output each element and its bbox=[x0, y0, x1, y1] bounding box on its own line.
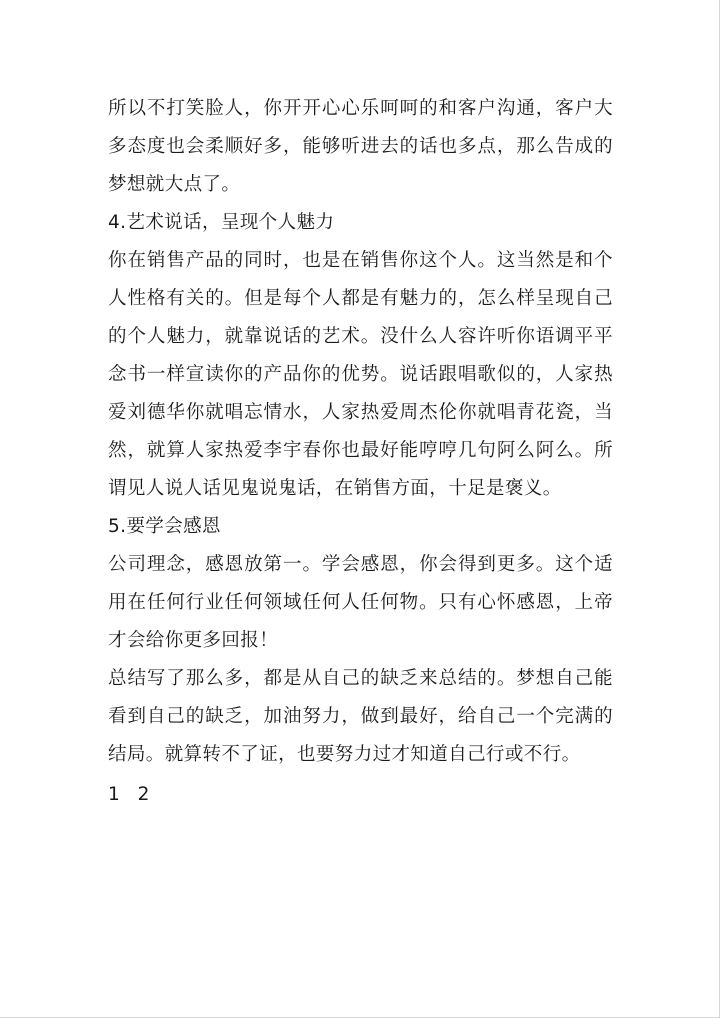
paragraph-art-of-speech: 你在销售产品的同时，也是在销售你这个人。这当然是和个人性格有关的。但是每个人都是有魅力的，怎么样呈现自己的个人魅力，就靠说话的艺术。没什么人容许听你语调平平念书一样宣读你的产品你的优势。说话跟唱歌似的，人家热爱刘德华你就唱忘情水，人家热爱周杰伦你就唱青花瓷，当然，就算人家热爱李宇春你也最好能哼哼几句阿么阿么。所谓见人说人话见鬼说鬼话，在销售方面，十足是褒义。 bbox=[108, 250, 613, 499]
paragraph-summary: 总结写了那么多，都是从自己的缺乏来总结的。梦想自己能看到自己的缺乏，加油努力，做到最好，给自己一个完满的结局。就算转不了证，也要努力过才知道自己行或不行。 bbox=[108, 668, 613, 765]
page-number: 1 2 bbox=[108, 784, 156, 805]
paragraph-continuation: 所以不打笑脸人，你开开心心乐呵呵的和客户沟通，客户大多态度也会柔顺好多，能够听进去的话也多点，那么告成的梦想就大点了。 bbox=[108, 98, 613, 195]
paragraph-gratitude: 公司理念，感恩放第一。学会感恩，你会得到更多。这个适用在任何行业任何领域任何人任何物。只有心怀感恩，上帝才会给你更多回报！ bbox=[108, 554, 613, 651]
section-heading-4: 4.艺术说话，呈现个人魅力 bbox=[108, 212, 335, 233]
document-body bbox=[108, 90, 613, 814]
section-heading-5: 5.要学会感恩 bbox=[108, 516, 221, 537]
